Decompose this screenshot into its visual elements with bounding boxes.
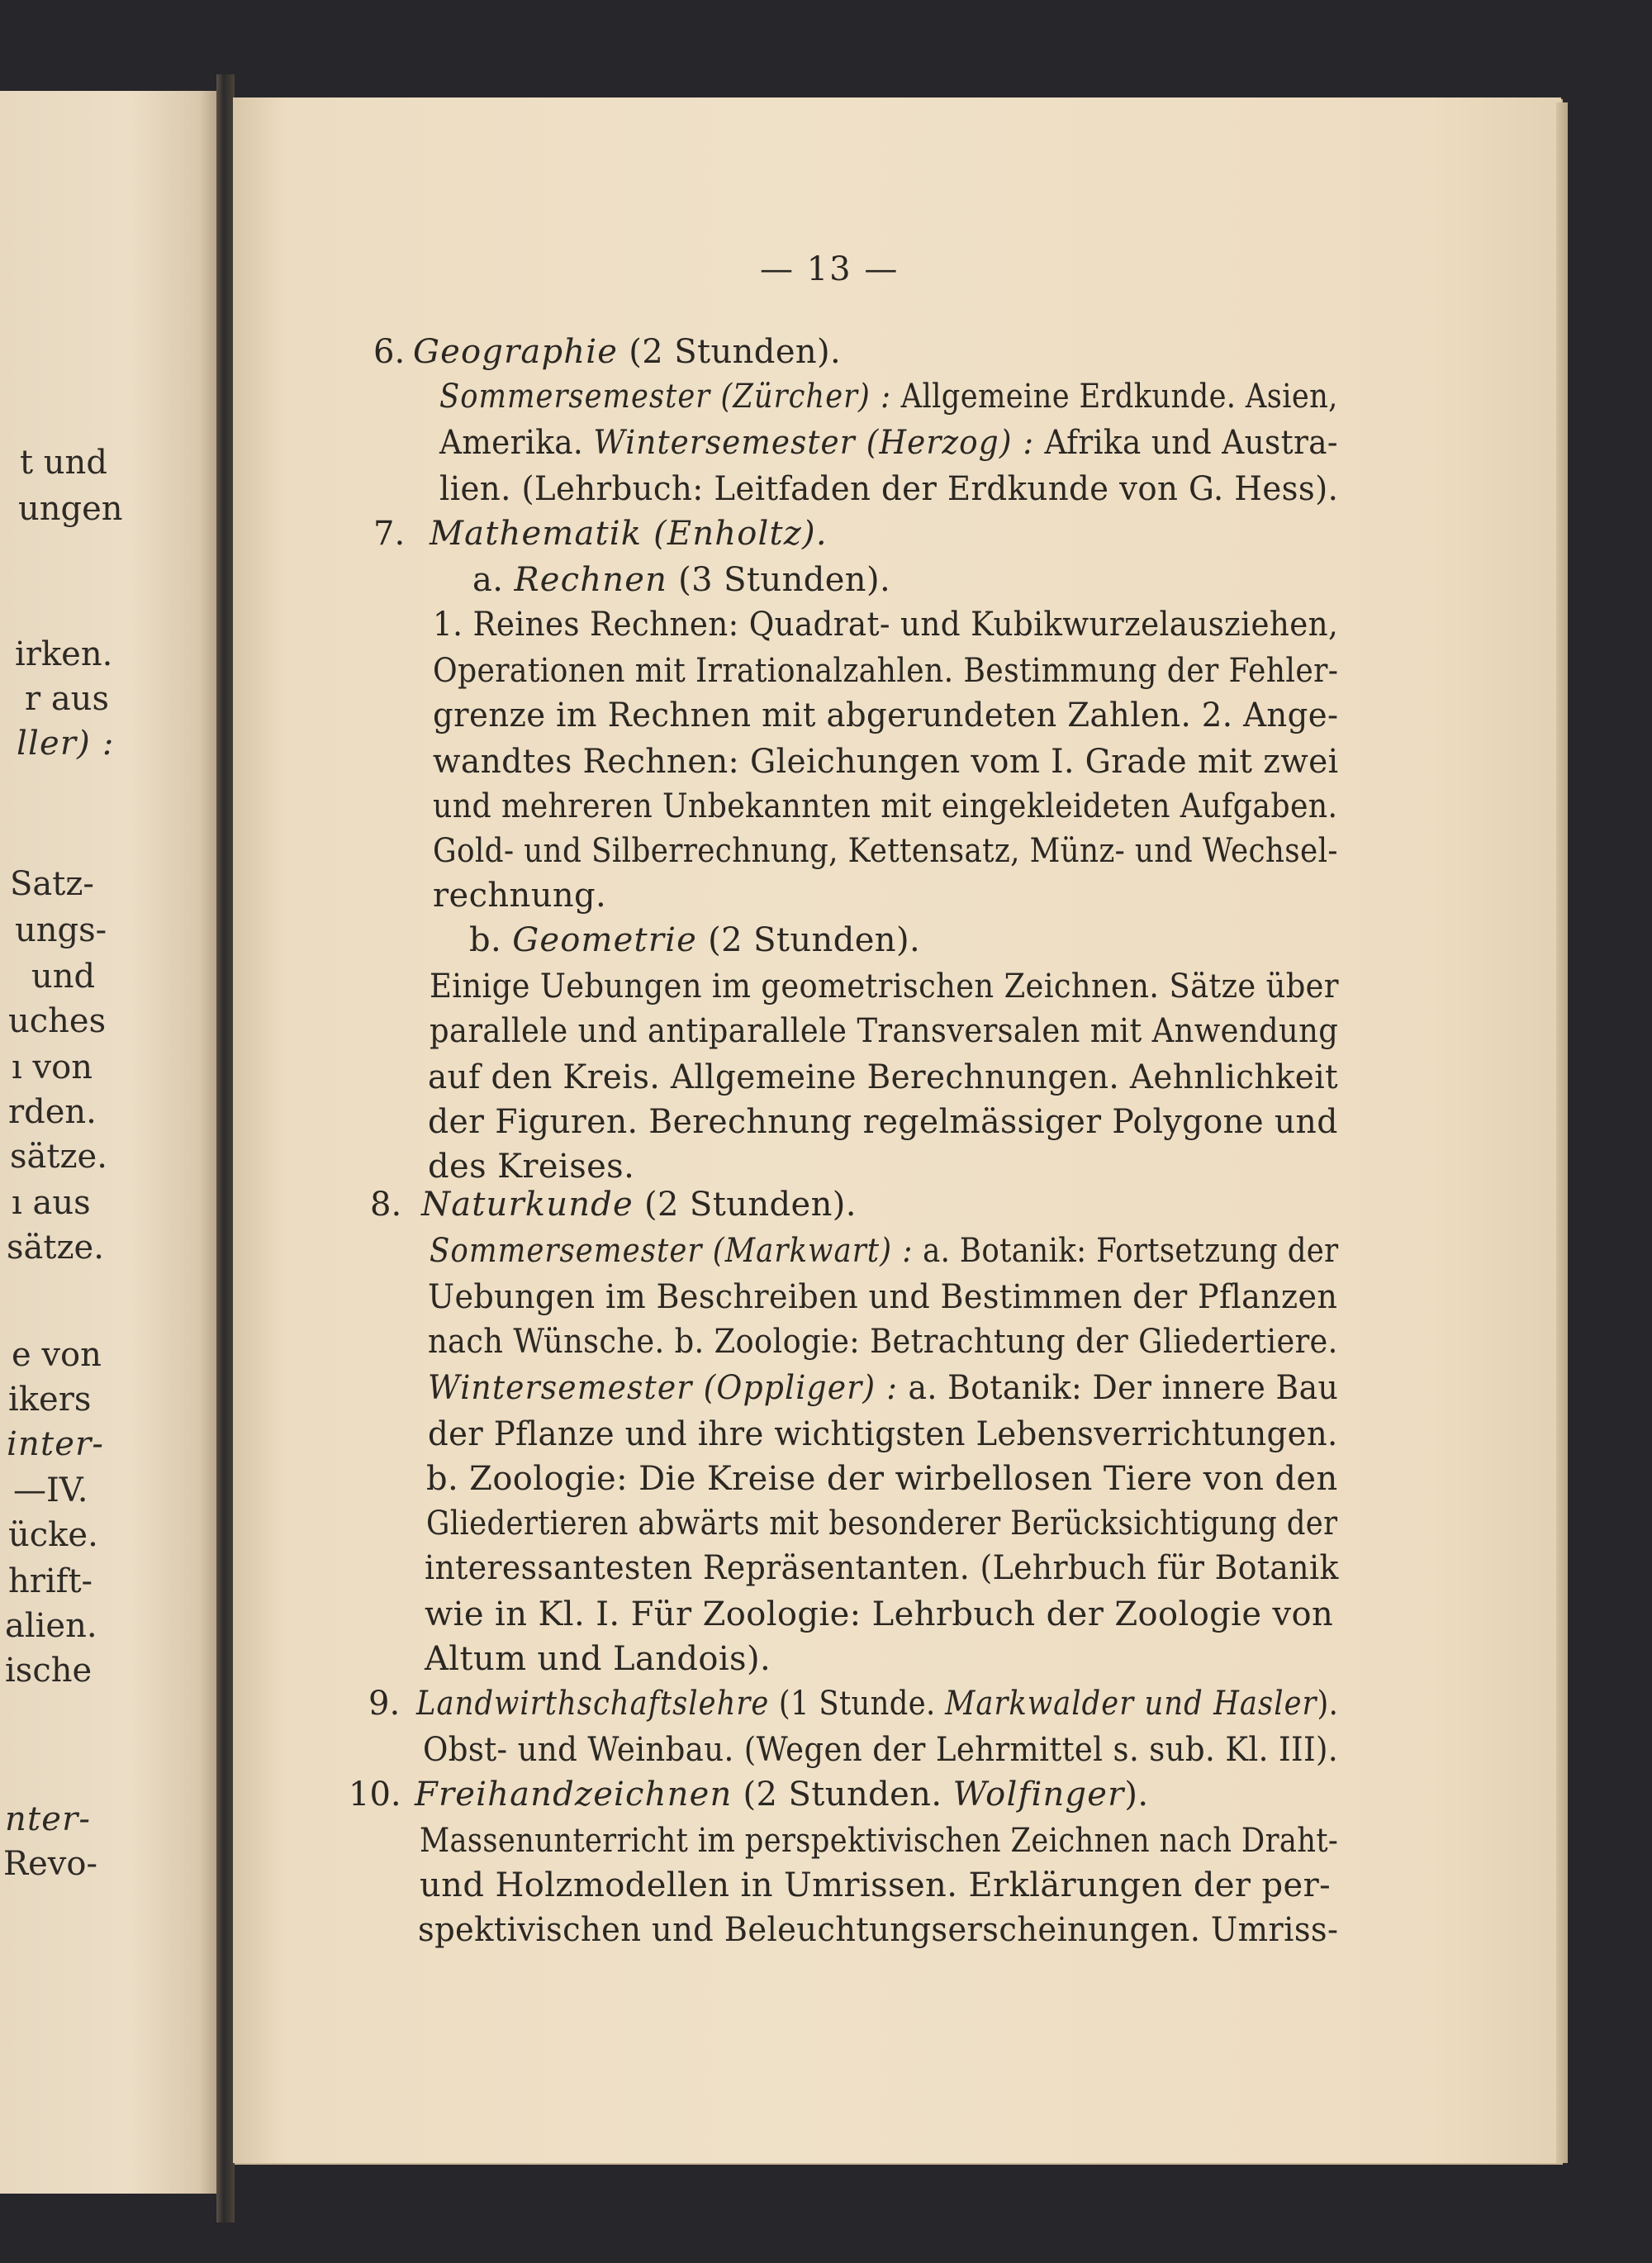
text-line: grenze im Rechnen mit abgerundeten Zahlen. 2. Ange- [433,696,1339,735]
text-line: 1. Reines Rechnen: Quadrat- und Kubikwurzelausziehen, [433,606,1339,644]
left-fragment: sätze. [7,1229,104,1267]
left-fragment: r aus [25,680,109,718]
left-fragment: Revo- [3,1845,97,1883]
text-line: der Pflanze und ihre wichtigsten Lebensverrichtungen. [428,1415,1338,1453]
left-fragment: irken. [15,635,113,673]
left-fragment: e von [12,1336,102,1374]
text-line: Altum und Landois). [425,1640,771,1678]
text-line: Einige Uebungen im geometrischen Zeichnen. Sätze über [430,967,1339,1006]
section-title: Naturkunde [421,1186,634,1224]
text-line: rechnung. [433,877,607,915]
text-line: wie in Kl. I. Für Zoologie: Lehrbuch der Zoologie von [425,1595,1334,1633]
section-title: Freihandzeichnen [415,1776,733,1814]
text-line: und mehreren Unbekannten mit eingekleideten Aufgaben. [433,787,1338,825]
left-fragment: uches [8,1002,107,1040]
text-line: parallele und antiparallele Transversalen mit Anwendung [430,1012,1339,1050]
text-line: Gliedertieren abwärts mit besonderer Berücksichtigung der [426,1505,1338,1543]
left-fragment: Satz- [10,865,94,903]
section-title-rest: (2 Stunden). [618,333,842,371]
text-line: Amerika. Wintersemester (Herzog) : Afrika und Austra- [439,424,1338,462]
left-fragment: ische [5,1652,93,1690]
section-title: Mathematik (Enholtz). [430,515,828,553]
left-fragment: ikers [8,1381,92,1419]
section-number: 10. [349,1776,401,1814]
text-line: Obst- und Weinbau. (Wegen der Lehrmittel s. sub. Kl. III). [423,1731,1339,1769]
left-fragment: nter- [5,1800,92,1838]
subsection-heading: b. Geometrie (2 Stunden). [469,921,921,959]
text-line: b. Zoologie: Die Kreise der wirbellosen Tiere von den [426,1460,1338,1498]
left-fragment: —IV. [13,1471,88,1509]
text-line: wandtes Rechnen: Gleichungen vom I. Grade mit zwei [433,743,1339,781]
left-fragment: ı von [12,1048,93,1086]
section-number: 8. [370,1186,402,1224]
section-number: 7. [373,515,406,553]
left-fragment: ı aus [12,1184,91,1222]
text-line: spektivischen und Beleuchtungserscheinungen. Umriss- [418,1911,1339,1949]
section-title: Landwirthschaftslehre [416,1685,770,1723]
section-heading: Freihandzeichnen (2 Stunden. Wolfinger). [415,1776,1149,1814]
text-line: der Figuren. Berechnung regelmässiger Polygone und [428,1103,1338,1141]
page-number: — 13 — [760,250,900,288]
text-line: Sommersemester (Zürcher) : Allgemeine Erdkunde. Asien, [439,378,1338,416]
left-fragment: ungs- [15,911,107,949]
text-line: Uebungen im Beschreiben und Bestimmen der Pflanzen [428,1278,1338,1316]
left-fragment: hrift- [8,1562,93,1600]
subsection-heading: a. Rechnen (3 Stunden). [472,561,891,599]
section-title: Geographie [413,333,619,371]
left-fragment: rden. [8,1093,97,1131]
text-line: des Kreises. [428,1148,635,1186]
text-line: und Holzmodellen in Umrissen. Erklärungen der per- [420,1866,1332,1904]
section-number: 6. [373,333,406,371]
left-fragment: alien. [5,1607,97,1645]
book-gutter [216,74,235,2223]
right-page-edge [1556,102,1568,2163]
section-heading [413,332,841,372]
text-line: Sommersemester (Markwart) : a. Botanik: Fortsetzung der [430,1232,1339,1270]
section-heading: Naturkunde (2 Stunden). [421,1186,857,1224]
left-fragment: sätze. [10,1138,107,1176]
text-line: auf den Kreis. Allgemeine Berechnungen. Aehnlichkeit [428,1058,1339,1096]
left-fragment: und [31,958,96,996]
text-line: nach Wünsche. b. Zoologie: Betrachtung der Gliedertiere. [428,1323,1338,1361]
left-fragment: ller) : [17,725,115,763]
text-line: Wintersemester (Oppliger) : a. Botanik: Der innere Bau [428,1369,1339,1407]
section-heading: Landwirthschaftslehre (1 Stunde. Markwalder und Hasler). [416,1685,1339,1723]
left-fragment: inter- [7,1425,105,1463]
text-line: Gold- und Silberrechnung, Kettensatz, Münz- und Wechsel- [433,832,1338,870]
left-fragment: ücke. [8,1516,98,1554]
text-line: Massenunterricht im perspektivischen Zeichnen nach Draht- [420,1822,1339,1860]
section-number: 9. [368,1685,401,1723]
text-line: Operationen mit Irrationalzahlen. Bestimmung der Fehler- [433,652,1339,690]
left-fragment: t und [20,444,107,482]
text-line: interessantesten Repräsentanten. (Lehrbuch für Botanik [425,1549,1339,1587]
text-line: lien. (Lehrbuch: Leitfaden der Erdkunde von G. Hess). [439,470,1339,508]
left-fragment: ungen [18,490,123,528]
